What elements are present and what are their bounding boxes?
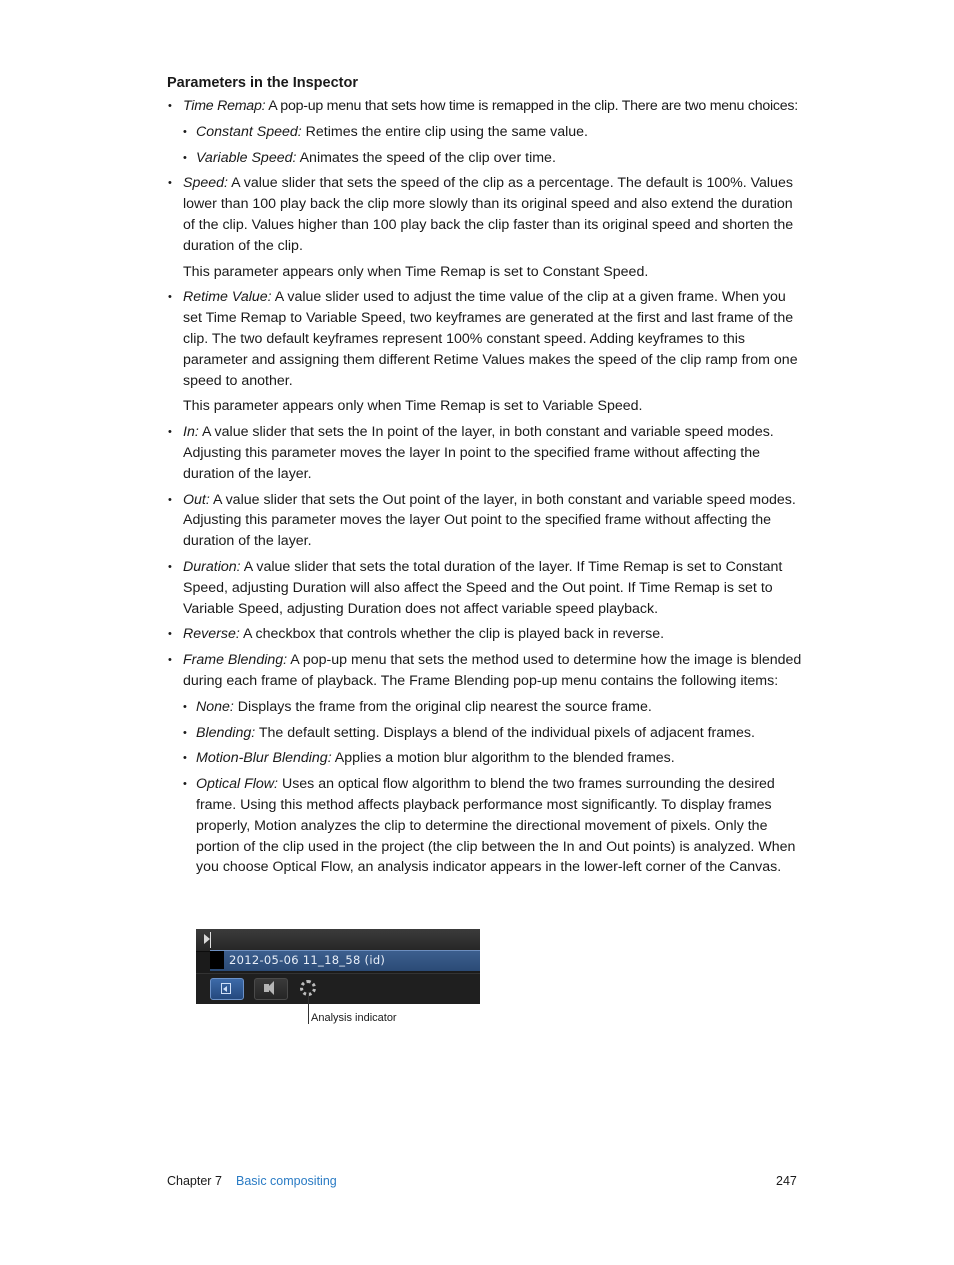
term-frame-blending: Frame Blending: bbox=[183, 652, 288, 669]
footer-chapter: Chapter 7 bbox=[167, 1174, 222, 1188]
sub-item-constant-speed bbox=[167, 122, 807, 143]
term-in: In: bbox=[183, 424, 199, 441]
bullet: • bbox=[168, 291, 172, 304]
bullet: • bbox=[168, 100, 172, 112]
sub-item-variable-speed bbox=[167, 148, 807, 169]
bullet: • bbox=[168, 493, 172, 506]
audio-toggle-button bbox=[254, 978, 288, 1000]
term-out: Out: bbox=[183, 491, 210, 508]
term-variable-speed: Variable Speed: bbox=[196, 149, 297, 166]
sub-item-none bbox=[167, 697, 807, 718]
term-reverse: Reverse: bbox=[183, 626, 240, 643]
bullet: • bbox=[168, 560, 172, 573]
bullet: • bbox=[168, 177, 172, 190]
desc-out: A value slider that sets the Out point of the layer, in both constant and variable speed modes. Adjusting this parameter moves the layer Out point to the specified frame without affecting the duration of the layer. bbox=[183, 491, 796, 550]
desc-frame-blending: A pop-up menu that sets the method used to determine how the image is blended during each frame of playback. The Frame Blending pop-up menu contains the following items: bbox=[183, 652, 802, 689]
desc-optical-flow: Uses an optical flow algorithm to blend the two frames surrounding the desired frame. Using this method affects playback performance most significantly. To display frames properly, Motion analyzes the clip to determine the directional movement of pixels. Only the portion of the clip used in the project (the clip between the In and Out points) is analyzed. When you choose Optical Flow, an analysis indicator appears in the lower-left corner of the Canvas. bbox=[196, 776, 796, 876]
callout-line bbox=[308, 992, 309, 1024]
list-item-reverse bbox=[167, 624, 807, 645]
sub-item-optical-flow bbox=[167, 774, 807, 878]
desc-reverse: A checkbox that controls whether the clip is played back in reverse. bbox=[239, 626, 665, 643]
term-retime-value: Retime Value: bbox=[183, 289, 272, 306]
term-motion-blur-blending: Motion-Blur Blending: bbox=[196, 750, 332, 767]
video-icon bbox=[221, 983, 231, 994]
sub-item-motion-blur-blending bbox=[167, 748, 807, 769]
timeline-controls bbox=[196, 973, 480, 1004]
bullet: • bbox=[183, 726, 187, 739]
desc-retime-value: A value slider used to adjust the time value of the clip at a given frame. When you set Time Remap to Variable Speed, two keyframes are generated at the first and last frame of the clip. The two default keyframes represent 100% constant speed. Adding keyframes to this parameter and assigning them different Retime Values makes the speed of the clip ramp from one speed to another. bbox=[183, 289, 798, 389]
desc-speed: A value slider that sets the speed of the clip as a percentage. The default is 100%. Values lower than 100 play back the clip more slowly than its original speed and also extend the duration of the clip. Values higher than 100 play back the clip faster than its original speed and shorten the duration of the clip. bbox=[183, 175, 794, 254]
timeline-ruler bbox=[196, 929, 480, 952]
list-item-out bbox=[167, 490, 807, 552]
bullet: • bbox=[183, 778, 187, 791]
desc-none: Displays the frame from the original clip nearest the source frame. bbox=[233, 698, 652, 715]
callout-label: Analysis indicator bbox=[311, 1012, 397, 1024]
term-speed: Speed: bbox=[183, 175, 228, 192]
term-none: None: bbox=[196, 698, 234, 715]
timeline-screenshot bbox=[196, 929, 480, 1004]
bullet: • bbox=[183, 125, 187, 138]
video-toggle-button bbox=[210, 978, 244, 1000]
clip-name: 2012-05-06 11_18_58 (id) bbox=[229, 953, 386, 967]
clip-thumbnail bbox=[210, 951, 224, 969]
note-constant-speed: This parameter appears only when Time Remap is set to Constant Speed. bbox=[183, 263, 649, 280]
bullet: • bbox=[183, 752, 187, 765]
list-item-frame-blending bbox=[167, 650, 807, 692]
desc-in: A value slider that sets the In point of the layer, in both constant and variable speed modes. Adjusting this parameter moves the layer In point to the specified frame without affecting the duration of the layer. bbox=[183, 424, 774, 482]
list-item-in bbox=[167, 422, 807, 484]
list-item-duration bbox=[167, 557, 807, 619]
desc-time-remap: A pop-up menu that sets how time is remapped in the clip. There are two menu choices: bbox=[265, 98, 798, 114]
playhead-line bbox=[210, 932, 211, 948]
term-time-remap: Time Remap: bbox=[183, 98, 266, 114]
speaker-icon bbox=[264, 984, 269, 992]
list-item-speed bbox=[167, 173, 807, 256]
note-variable-speed: This parameter appears only when Time Remap is set to Variable Speed. bbox=[183, 398, 643, 415]
term-blending: Blending: bbox=[196, 724, 256, 741]
bullet: • bbox=[183, 700, 187, 713]
section-heading: Parameters in the Inspector bbox=[167, 75, 358, 91]
desc-motion-blur-blending: Applies a motion blur algorithm to the blended frames. bbox=[331, 750, 675, 767]
bullet: • bbox=[168, 628, 172, 641]
list-item-retime-value bbox=[167, 287, 807, 391]
term-optical-flow: Optical Flow: bbox=[196, 776, 278, 793]
sub-item-blending bbox=[167, 723, 807, 744]
parameter-list bbox=[167, 96, 807, 883]
desc-blending: The default setting. Displays a blend of the individual pixels of adjacent frames. bbox=[255, 724, 755, 741]
list-item-time-remap bbox=[167, 96, 807, 117]
page-number: 247 bbox=[776, 1174, 797, 1188]
desc-variable-speed: Animates the speed of the clip over time. bbox=[296, 149, 556, 166]
bullet: • bbox=[168, 426, 172, 439]
term-duration: Duration: bbox=[183, 558, 241, 575]
bullet: • bbox=[183, 151, 187, 164]
desc-constant-speed: Retimes the entire clip using the same value. bbox=[301, 123, 588, 140]
desc-duration: A value slider that sets the total duration of the layer. If Time Remap is set to Constant Speed, adjusting Duration will also affect the Speed and the Out point. If Time Remap is set to Variable Speed, adjusting Duration does not affect variable speed playback. bbox=[183, 558, 783, 617]
footer-chapter-link[interactable]: Basic compositing bbox=[236, 1174, 337, 1188]
bullet: • bbox=[168, 654, 172, 667]
term-constant-speed: Constant Speed: bbox=[196, 123, 302, 140]
